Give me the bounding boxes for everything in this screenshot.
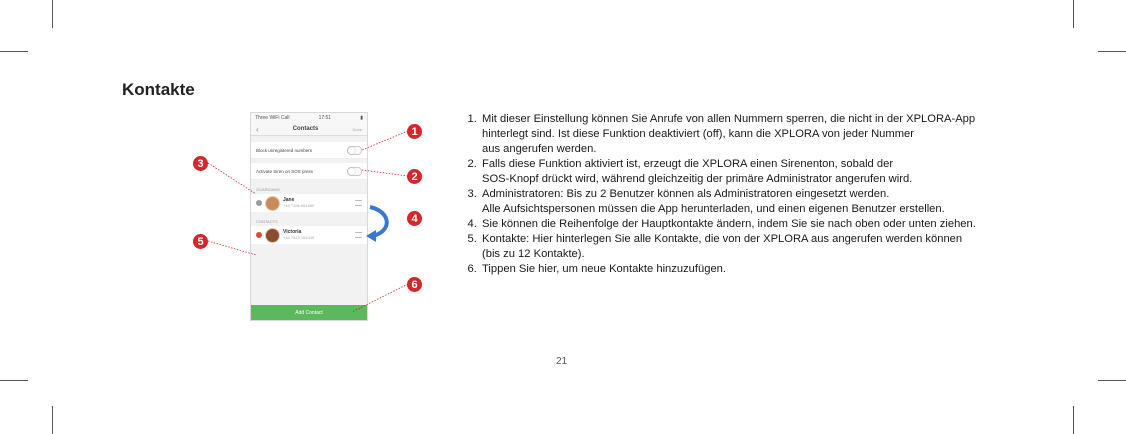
list-item: 3. Administratoren: Bis zu 2 Benutzer können als Administratoren eingesetzt werden. Alle Aufsichtspersonen müssen die App herunterladen, und einen eigenen Benutzer erstellen. [480, 187, 1040, 217]
callout-6: 6 [407, 277, 422, 292]
reorder-arrow-icon [370, 207, 387, 236]
callout-3: 3 [193, 156, 208, 171]
status-time: 17:51 [318, 115, 332, 121]
done-button[interactable]: Done [352, 126, 362, 132]
leader-line-3 [208, 163, 256, 194]
contact-number: +44 7543 164345 [283, 235, 315, 240]
battery-icon: ▮ [360, 115, 363, 121]
list-item: 6. Tippen Sie hier, um neue Kontakte hinzuzufügen. [480, 262, 1040, 277]
callout-1: 1 [407, 124, 422, 139]
add-contact-button[interactable]: Add Contact [251, 305, 367, 320]
list-item: 5. Kontakte: Hier hinterlegen Sie alle Kontakte, die von der XPLORA aus angerufen werden können (bis zu 12 Kontakte). [480, 232, 1040, 262]
list-item: 1. Mit dieser Einstellung können Sie Anrufe von allen Nummern sperren, die nicht in der XPLORA-App hinterlegt sind. Ist diese Funktion deaktiviert (off), kann die XPLORA von jeder Nummer aus angerufen werden. [480, 112, 1040, 157]
leader-line-1 [362, 131, 408, 150]
callout-2: 2 [407, 169, 422, 184]
nav-title: Contacts [292, 126, 319, 132]
block-label: Block unregistered numbers [256, 147, 313, 153]
leader-line-6 [352, 284, 408, 312]
status-carrier: Three WiFi Call [255, 115, 290, 121]
guardian-name: Jane [283, 197, 295, 203]
section-guardians: GUARDIANS [256, 187, 280, 192]
page-number: 21 [556, 356, 568, 367]
instruction-list [465, 112, 1040, 277]
callout-4: 4 [407, 211, 422, 226]
list-item: 2. Falls diese Funktion aktiviert ist, erzeugt die XPLORA einen Sirenenton, sobald der SOS-Knopf drückt wird, während gleichzeitig der primäre Administrator angerufen wird. [480, 157, 1040, 187]
list-item: 4. Sie können die Reihenfolge der Hauptkontakte ändern, indem Sie sie nach oben oder unten ziehen. [480, 217, 1040, 232]
contact-name: Victoria [283, 229, 302, 235]
callout-5: 5 [193, 234, 208, 249]
section-contacts: CONTACTS [256, 219, 278, 224]
guardian-number: +44 7456 861980 [283, 203, 315, 208]
leader-line-5 [208, 241, 256, 255]
siren-label: Activate Siren on SOS press [256, 168, 314, 174]
leader-line-2 [362, 170, 408, 176]
page-title: Kontakte [122, 80, 195, 99]
arrowhead-icon [366, 230, 376, 242]
back-chevron-icon[interactable]: ‹ [256, 124, 259, 134]
